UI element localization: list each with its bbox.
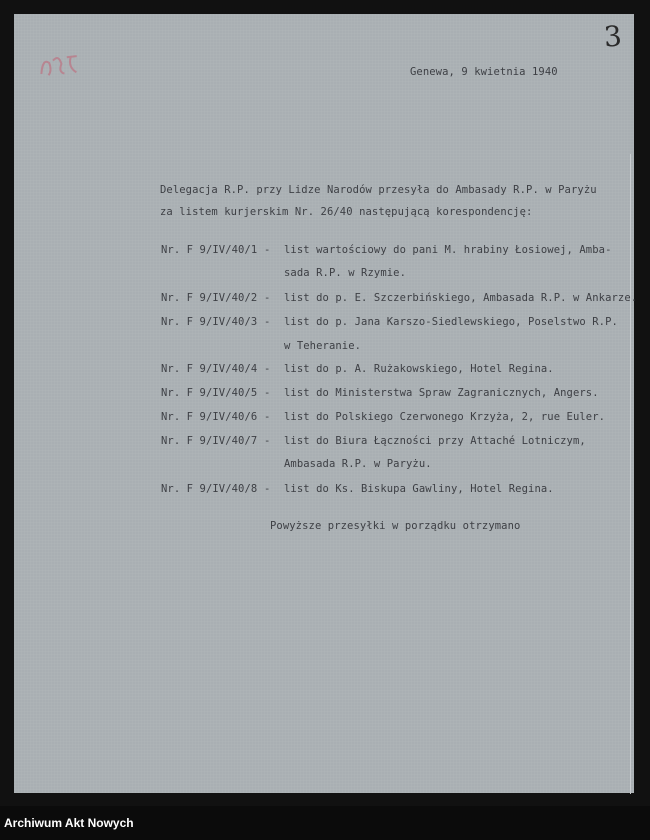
item-text: list do p. E. Szczerbińskiego, Ambasada R.P. w Ankarze.: [284, 292, 638, 304]
document-page: [14, 14, 638, 793]
item-text-continued: Ambasada R.P. w Paryżu.: [284, 458, 432, 470]
item-ref: Nr. F 9/IV/40/2: [161, 292, 258, 304]
place-date: Genewa, 9 kwietnia 1940: [410, 66, 558, 78]
item-text: list do p. Jana Karszo-Siedlewskiego, Poselstwo R.P.: [284, 316, 618, 328]
item-dash: -: [264, 387, 271, 399]
item-text: list do Ministerstwa Spraw Zagranicznych, Angers.: [284, 387, 599, 399]
item-dash: -: [264, 363, 271, 375]
item-text: list wartościowy do pani M. hrabiny Łosiowej, Amba-: [284, 244, 612, 256]
archive-footer: [0, 806, 650, 840]
item-text-continued: sada R.P. w Rzymie.: [284, 267, 407, 279]
item-ref: Nr. F 9/IV/40/8: [161, 483, 258, 495]
item-ref: Nr. F 9/IV/40/7: [161, 435, 258, 447]
intro-line-2: za listem kurjerskim Nr. 26/40 następującą korespondencję:: [160, 206, 533, 218]
item-dash: -: [264, 435, 271, 447]
item-text: list do p. A. Rużakowskiego, Hotel Regina.: [284, 363, 554, 375]
folio-number: 3: [602, 19, 623, 54]
item-text: list do Ks. Biskupa Gawliny, Hotel Regina.: [284, 483, 554, 495]
item-text-continued: w Teheranie.: [284, 340, 362, 352]
archive-name: Archiwum Akt Nowych: [4, 816, 134, 830]
item-ref: Nr. F 9/IV/40/4: [161, 363, 258, 375]
item-dash: -: [264, 316, 271, 328]
pencil-archive-mark: [36, 50, 83, 89]
intro-line-1: Delegacja R.P. przy Lidze Narodów przesyła do Ambasady R.P. w Paryżu: [160, 184, 597, 196]
item-text: list do Polskiego Czerwonego Krzyża, 2, rue Euler.: [284, 411, 606, 423]
closing-note: Powyższe przesyłki w porządku otrzymano: [270, 520, 521, 532]
item-dash: -: [264, 483, 271, 495]
item-ref: Nr. F 9/IV/40/5: [161, 387, 258, 399]
item-dash: -: [264, 244, 271, 256]
item-ref: Nr. F 9/IV/40/6: [161, 411, 258, 423]
item-ref: Nr. F 9/IV/40/1: [161, 244, 258, 256]
item-dash: -: [264, 411, 271, 423]
item-ref: Nr. F 9/IV/40/3: [161, 316, 258, 328]
page-edge-line: [630, 154, 631, 794]
item-dash: -: [264, 292, 271, 304]
item-text: list do Biura Łączności przy Attaché Lotniczym,: [284, 435, 586, 447]
